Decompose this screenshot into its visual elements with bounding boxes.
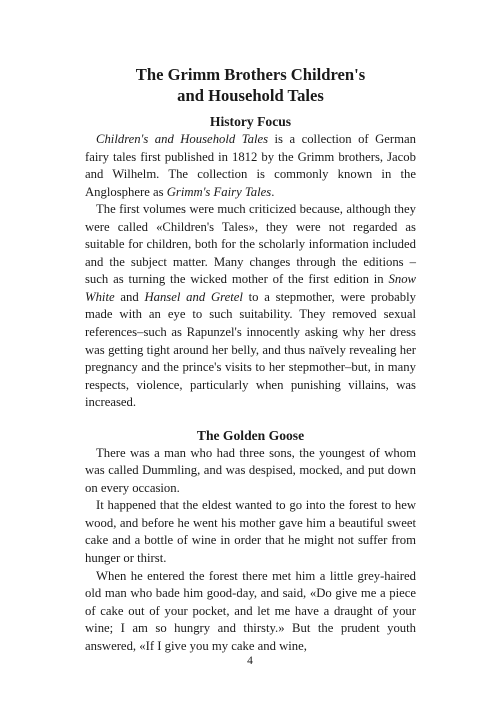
story-paragraph-2: It happened that the eldest wanted to go into the forest to hew wood, and before he went his mother gave him a beautiful sweet cake and a bottle of wine in order that he might not suffer from hunger or thirst. [85, 498, 416, 566]
text-run: The first volumes were much criticized because, although they were called «Children's Tales», they were not regarded as suitable for children, both for the scholarly information included and the subject matter. Many changes through the editions – such as turning the wicked mother of the first edition in [85, 202, 416, 287]
page-number: 4 [247, 655, 253, 667]
story-heading: The Golden Goose [196, 427, 305, 443]
story-paragraph-3: When he entered the forest there met him a little grey-haired old man who bade him good-day, and said, «Do give me a piece of cake out of your pocket, and let me have a draught of your wine; I am so hungry and thirsty.» But the prudent youth answered, «If I give you my cake and wine, [85, 568, 416, 653]
text-run: to a stepmother, were probably made with an eye to such suitability. They removed sexual references–such as Rapunzel's innocently asking why her dress was getting tight around her belly, and thus naïvely revealing her pregnancy and the prince's visits to her stepmother–but, in many respects, violence, particularly when punishing villains, was increased. [85, 289, 416, 410]
book-title-line-1: The Grimm Brothers Children's [135, 65, 366, 84]
book-title-italic: Children's and Household Tales [96, 132, 269, 146]
text-run: . [271, 184, 275, 199]
history-paragraph-1 [85, 131, 416, 201]
book-title [85, 64, 416, 106]
text-run: is a collection of German fairy tales first published in 1812 by the Grimm brothers, Jacob and Wilhelm. The collection is commonly known in the Anglosphere as [85, 132, 416, 199]
snow-white-italic: Snow White [85, 272, 416, 304]
story-paragraph-1: There was a man who had three sons, the youngest of whom was called Dummling, and was despised, mocked, and put down on every occasion. [85, 445, 416, 495]
alt-title-italic: Grimm's Fairy Tales [166, 184, 272, 199]
section-gap [85, 412, 416, 427]
book-title-line-2: and Household Tales [177, 86, 324, 105]
history-heading: History Focus [209, 114, 292, 129]
hansel-gretel-italic: Hansel and Gretel [144, 289, 243, 304]
page-content [85, 64, 416, 655]
text-run: and [114, 289, 145, 304]
history-paragraph-2 [85, 201, 416, 412]
